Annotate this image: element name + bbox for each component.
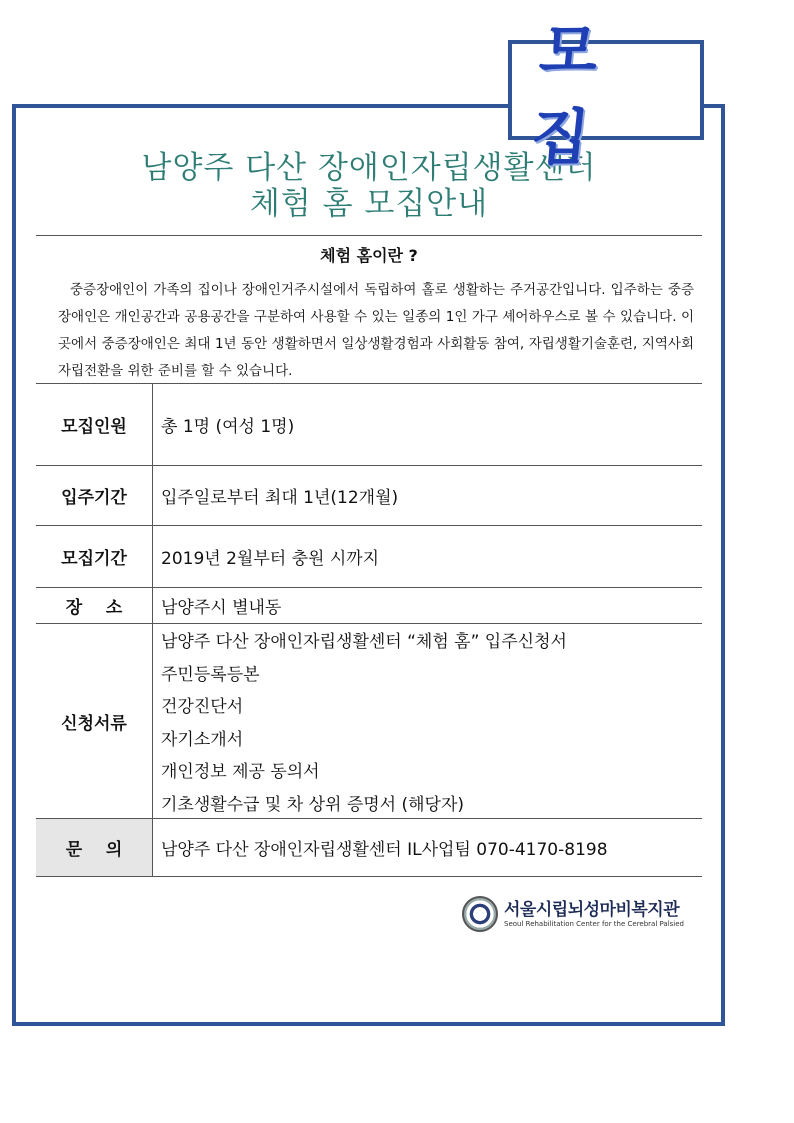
logo-name: 서울시립뇌성마비복지관 <box>504 899 680 920</box>
row-stay-period <box>36 466 702 526</box>
value-recruit-count: 총 1명 (여성 1명) <box>161 417 295 437</box>
value-stay-period: 입주일로부터 최대 1년(12개월) <box>161 488 399 508</box>
seal-icon <box>462 896 498 932</box>
document-item: 자기소개서 <box>161 729 244 750</box>
document-item: 주민등록등본 <box>161 664 260 685</box>
row-documents <box>36 624 702 819</box>
label-recruit-count: 모집인원 <box>36 384 153 465</box>
divider <box>36 235 702 236</box>
stamp-text: 모 집 <box>527 17 630 173</box>
row-recruit-count <box>36 384 702 466</box>
row-place <box>36 588 702 624</box>
recruitment-stamp <box>508 17 704 173</box>
document-item: 건강진단서 <box>161 697 244 717</box>
document-item: 개인정보 제공 동의서 <box>161 762 320 782</box>
value-contact: 남양주 다산 장애인자립생활센터 IL사업팀 070-4170-8198 <box>153 819 702 876</box>
title-line-2: 체험 홈 모집안내 <box>249 186 489 222</box>
title-line-1: 남양주 다산 장애인자립생활센터 <box>141 150 597 186</box>
document-item: 기초생활수급 및 차 상위 증명서 (해당자) <box>161 794 465 815</box>
label-recruit-period: 모집기간 <box>36 526 153 587</box>
organization-logo <box>462 896 684 932</box>
value-place: 남양주시 별내동 <box>161 598 282 618</box>
logo-subtitle: Seoul Rehabilitation Center for the Cerebral Palsied <box>504 919 685 928</box>
document-item: 남양주 다산 장애인자립생활센터 “체험 홈” 입주신청서 <box>161 632 567 652</box>
label-documents: 신청서류 <box>36 624 153 818</box>
label-stay-period: 입주기간 <box>36 466 153 525</box>
documents-list <box>153 624 702 818</box>
intro-body: 중증장애인이 가족의 집이나 장애인거주시설에서 독립하여 홀로 생활하는 주거공간입니다. 입주하는 중증장애인은 개인공간과 공용공간을 구분하여 사용할 수 있는 일종의 1인 가구 셰어하우스로 볼 수 있습니다. 이곳에서 중증장애인은 최대 1년 동안 생활하면서 일상생활경험과 사회활동 참여, 자립생활기술훈련, 지역사회 자립전환을 위한 준비를 할 수 있습니다. <box>58 282 694 379</box>
row-contact <box>36 819 702 877</box>
row-recruit-period <box>36 526 702 588</box>
label-contact: 문 의 <box>36 819 153 876</box>
value-recruit-period: 2019년 2월부터 충원 시까지 <box>161 549 380 569</box>
label-place: 장 소 <box>36 588 153 623</box>
intro-heading: 체험 홈이란 ? <box>320 246 418 265</box>
